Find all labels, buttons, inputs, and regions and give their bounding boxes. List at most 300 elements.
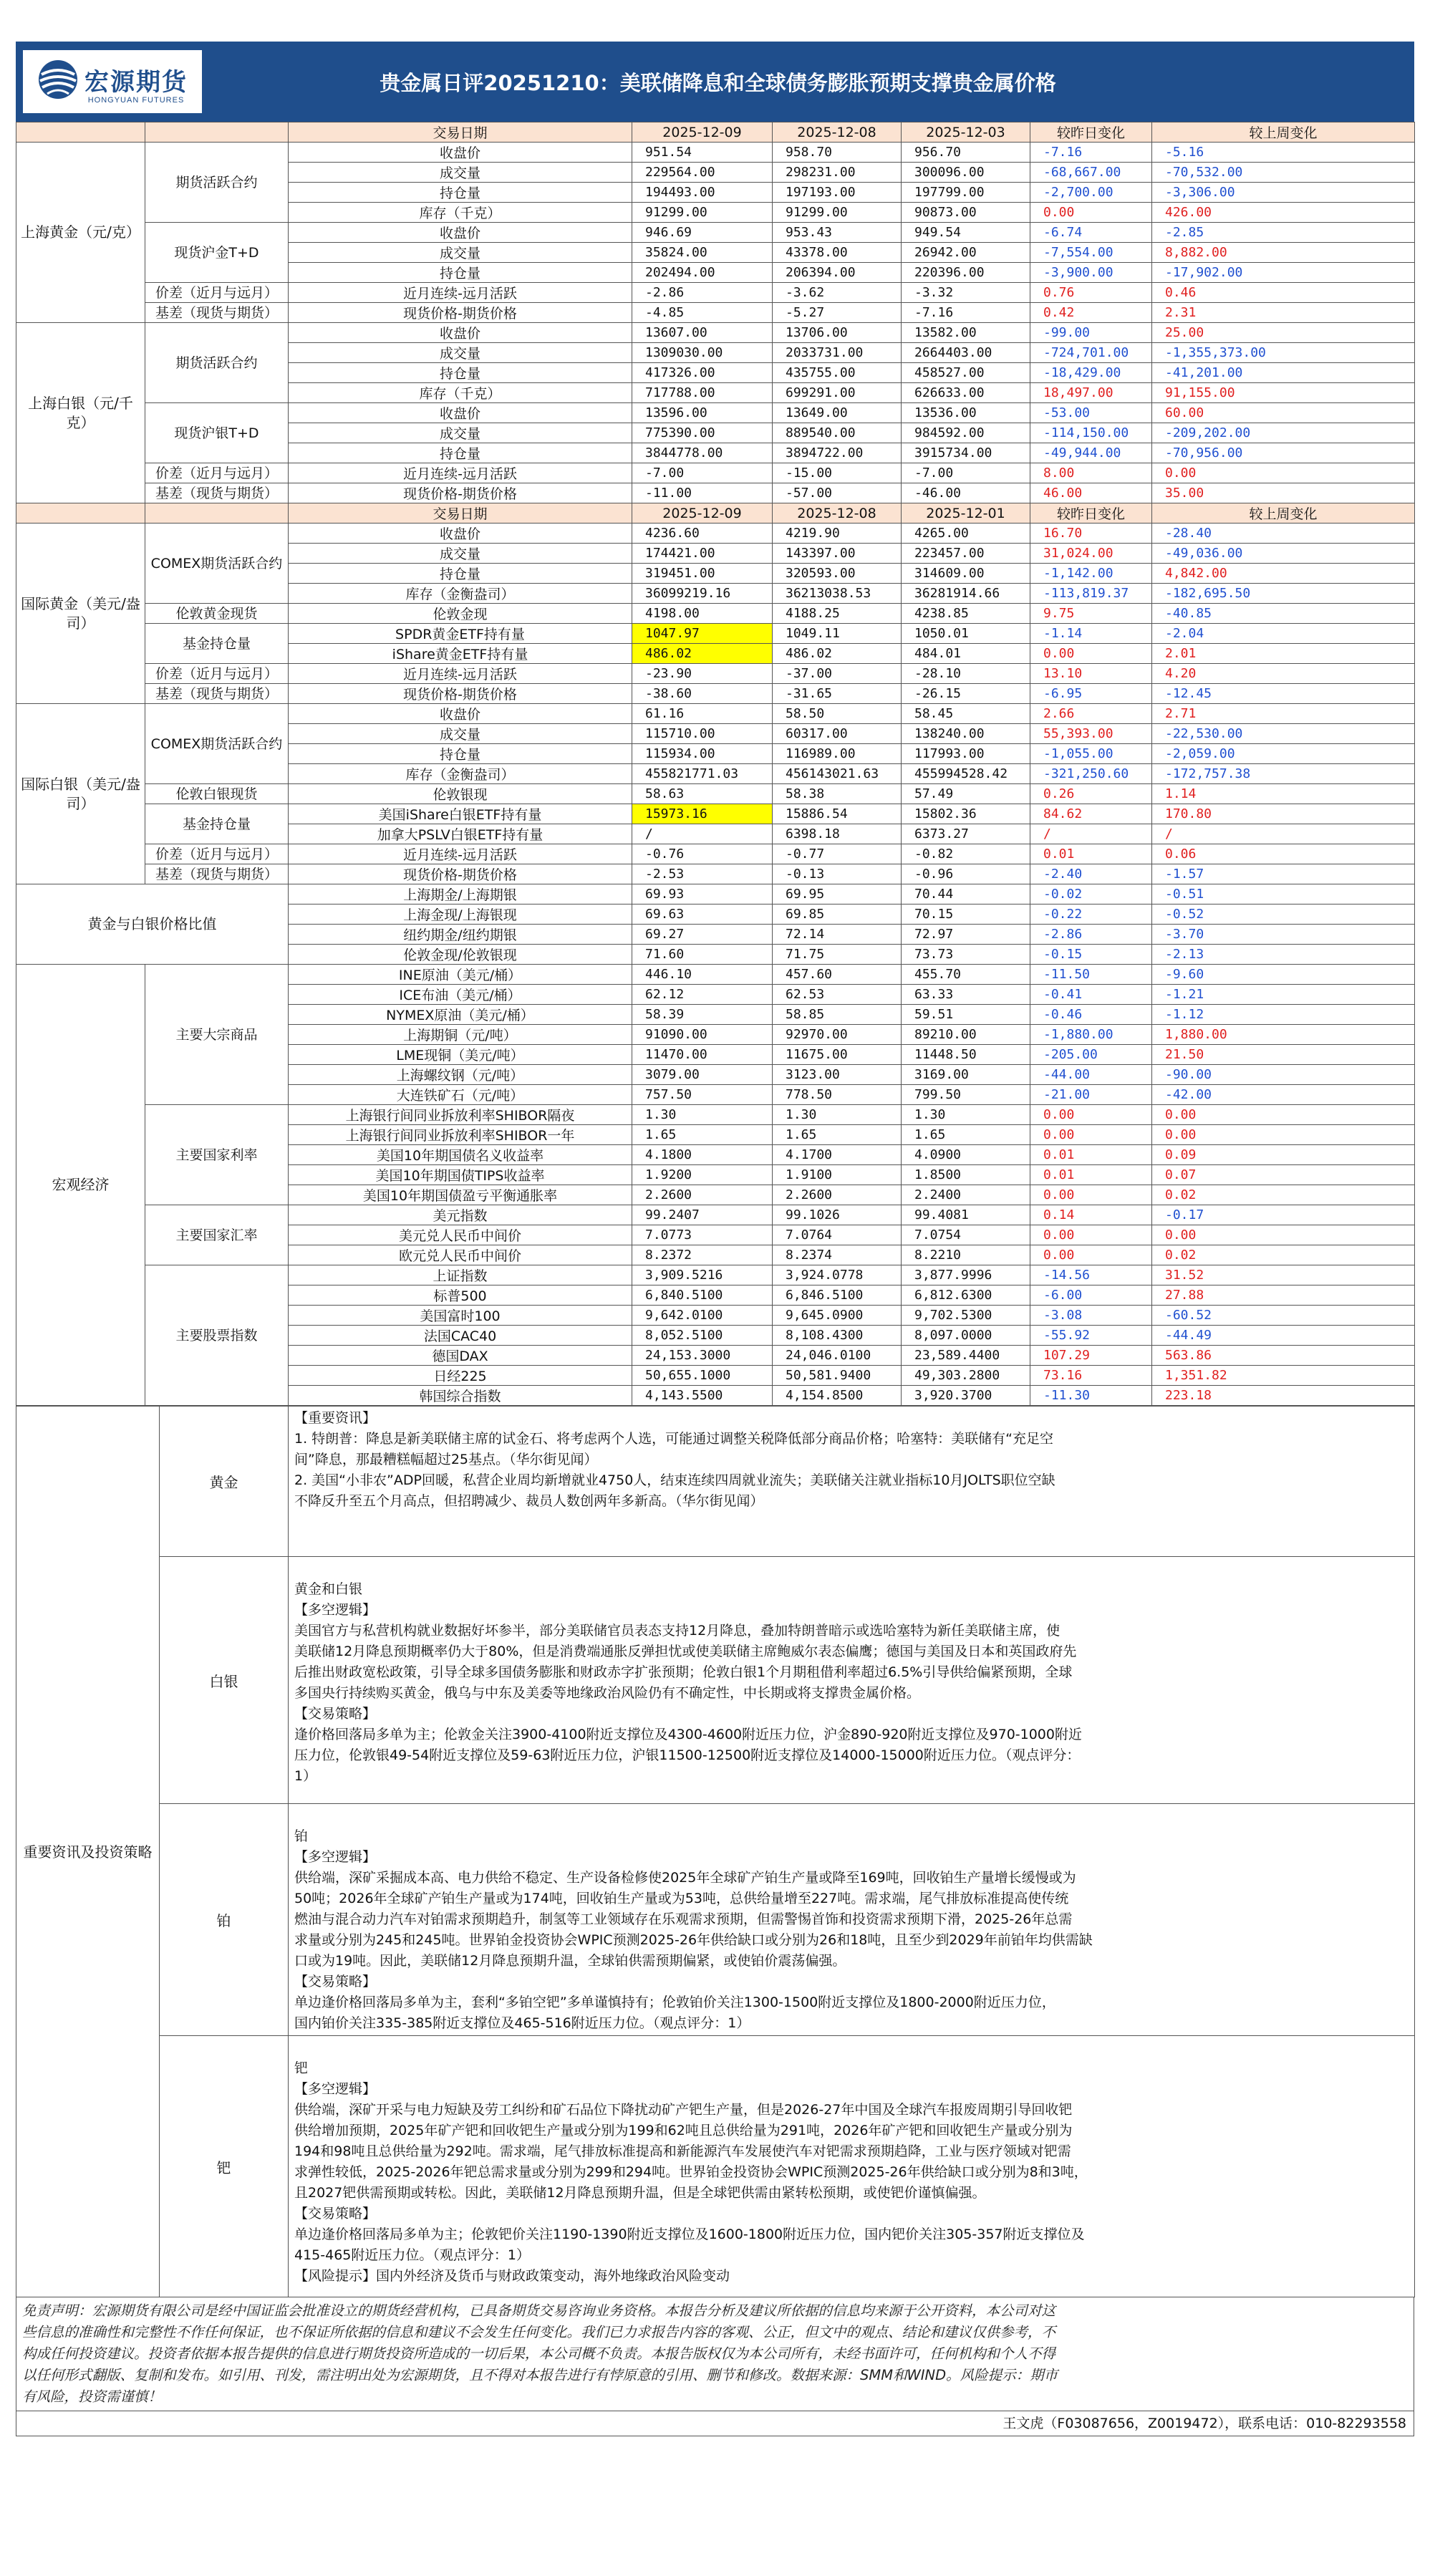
value-cell: 91090.00	[632, 1025, 773, 1045]
news-line: 求量或分别为245和245吨。世界铂金投资协会WPIC预测2025-26年供给缺口或分别为26和18吨，且至少到2029年前铂年均供需缺	[294, 1932, 1093, 1948]
change-vs-last-week: -0.17	[1152, 1205, 1415, 1225]
change-vs-last-week: -0.51	[1152, 884, 1415, 905]
indicator-name: 纽约期金/纽约期银	[289, 925, 632, 945]
value-cell: 116989.00	[773, 744, 902, 764]
value-cell: 956.70	[902, 143, 1030, 163]
value-cell: 50,581.9400	[773, 1366, 902, 1386]
change-vs-last-week: -5.16	[1152, 143, 1415, 163]
value-cell: 91299.00	[632, 203, 773, 223]
value-cell: 73.73	[902, 945, 1030, 965]
value-cell: 984592.00	[902, 423, 1030, 443]
indicator-name: 上海期铜（元/吨）	[289, 1025, 632, 1045]
news-line	[294, 1805, 1409, 1826]
table-row	[16, 463, 1415, 483]
value-cell: 2.2600	[632, 1185, 773, 1205]
value-cell: 457.60	[773, 965, 902, 985]
indicator-name: 标普500	[289, 1285, 632, 1306]
value-cell: 99.2407	[632, 1205, 773, 1225]
change-vs-last-week: -44.49	[1152, 1326, 1415, 1346]
value-cell: 6,840.5100	[632, 1285, 773, 1306]
header-cell: 较上周变化	[1152, 503, 1415, 524]
value-cell: 435755.00	[773, 363, 902, 383]
subcategory-rate: 主要国家利率	[145, 1105, 289, 1205]
value-cell: 60317.00	[773, 724, 902, 744]
value-cell: -11.00	[632, 483, 773, 503]
value-cell: 456143021.63	[773, 764, 902, 784]
value-cell: 4.1700	[773, 1145, 902, 1165]
subcategory-spot_ag: 现货沪银T+D	[145, 403, 289, 463]
change-vs-yesterday: 0.01	[1030, 844, 1152, 864]
logo-english: HONGYUAN FUTURES	[87, 96, 185, 105]
change-vs-yesterday: 46.00	[1030, 483, 1152, 503]
change-vs-last-week: -9.60	[1152, 965, 1415, 985]
report-header	[16, 42, 1414, 122]
report-title: 贵金属日评20251210：美联储降息和全球债务膨胀预期支撑贵金属价格	[380, 70, 1056, 95]
header-cell: 2025-12-01	[902, 503, 1030, 524]
indicator-name: 收盘价	[289, 403, 632, 423]
indicator-name: 库存（金衡盎司）	[289, 584, 632, 604]
value-cell: 72.97	[902, 925, 1030, 945]
value-cell: 91299.00	[773, 203, 902, 223]
value-cell: 3,920.3700	[902, 1386, 1030, 1406]
category-ratio: 黄金与白银价格比值	[16, 884, 289, 965]
value-cell: 3894722.00	[773, 443, 902, 463]
table-row	[16, 604, 1415, 624]
news-line: 逢价格回落局多单为主；伦敦金关注3900-4100附近支撑位及4300-4600附近压力位，沪金890-920附近支撑位及970-1000附近	[294, 1727, 1082, 1742]
change-vs-yesterday: -6.00	[1030, 1285, 1152, 1306]
indicator-name: 成交量	[289, 343, 632, 363]
value-cell: 143397.00	[773, 544, 902, 564]
indicator-name: 上海金现/上海银现	[289, 905, 632, 925]
change-vs-last-week: -1.57	[1152, 864, 1415, 884]
change-vs-last-week: -40.85	[1152, 604, 1415, 624]
change-vs-yesterday: -205.00	[1030, 1045, 1152, 1065]
value-cell: 57.49	[902, 784, 1030, 804]
value-cell: 1.65	[632, 1125, 773, 1145]
change-vs-last-week: 2.01	[1152, 644, 1415, 664]
value-cell: 58.45	[902, 704, 1030, 724]
change-vs-yesterday: 0.42	[1030, 303, 1152, 323]
value-cell: -26.15	[902, 684, 1030, 704]
value-cell: 4.0900	[902, 1145, 1030, 1165]
value-cell: 1309030.00	[632, 343, 773, 363]
value-cell: 3,924.0778	[773, 1265, 902, 1285]
indicator-name: 加拿大PSLV白银ETF持有量	[289, 824, 632, 844]
indicator-name: 大连铁矿石（元/吨）	[289, 1085, 632, 1105]
table-row	[16, 303, 1415, 323]
value-cell: 4236.60	[632, 524, 773, 544]
value-cell: 775390.00	[632, 423, 773, 443]
value-cell: 3915734.00	[902, 443, 1030, 463]
change-vs-yesterday: -11.50	[1030, 965, 1152, 985]
disclaimer-line: 免责声明：宏源期货有限公司是经中国证监会批准设立的期货经营机构，已具备期货交易咨询业务资格。本报告分析及建议所依据的信息均来源于公开资料，本公司对这	[22, 2302, 1056, 2319]
value-cell: 2033731.00	[773, 343, 902, 363]
news-label-pt: 铂	[160, 1804, 289, 2036]
indicator-name: 持仓量	[289, 263, 632, 283]
change-vs-last-week: -42.00	[1152, 1085, 1415, 1105]
value-cell: 61.16	[632, 704, 773, 724]
table-row	[16, 1105, 1415, 1125]
value-cell: 417326.00	[632, 363, 773, 383]
row-subcategory: 伦敦白银现货	[145, 784, 289, 804]
value-cell: 58.39	[632, 1005, 773, 1025]
value-cell: 197799.00	[902, 183, 1030, 203]
news-line: 单边逢价格回落局多单为主；伦敦钯价关注1190-1390附近支撑位及1600-1800附近压力位，国内钯价关注305-357附近支撑位及	[294, 2227, 1085, 2242]
value-cell: 4198.00	[632, 604, 773, 624]
change-vs-last-week: 60.00	[1152, 403, 1415, 423]
news-line: 供给增加预期，2025年矿产钯和回收钯生产量或分别为199和62吨且总供给量为291吨，2026年矿产钯和回收钯生产量或分别为	[294, 2123, 1073, 2138]
indicator-name: NYMEX原油（美元/桶）	[289, 1005, 632, 1025]
news-line: 【交易策略】	[294, 1974, 377, 1989]
header-cell: 2025-12-09	[632, 503, 773, 524]
change-vs-last-week: 0.02	[1152, 1245, 1415, 1265]
value-cell: 7.0754	[902, 1225, 1030, 1245]
row-subcategory: 价差（近月与远月）	[145, 463, 289, 483]
value-cell: 4.1800	[632, 1145, 773, 1165]
change-vs-yesterday: -68,667.00	[1030, 163, 1152, 183]
value-cell: 458527.00	[902, 363, 1030, 383]
value-cell: 6,846.5100	[773, 1285, 902, 1306]
change-vs-last-week: 0.00	[1152, 463, 1415, 483]
value-cell: 62.12	[632, 985, 773, 1005]
value-cell: 72.14	[773, 925, 902, 945]
value-cell: 13607.00	[632, 323, 773, 343]
news-line: 单边逢价格回落局多单为主，套利“多铂空钯”多单谨慎持有；伦敦铂价关注1300-1500附近支撑位及1800-2000附近压力位，	[294, 1994, 1055, 2010]
table-row	[16, 283, 1415, 303]
indicator-name: 成交量	[289, 243, 632, 263]
change-vs-last-week: 4,842.00	[1152, 564, 1415, 584]
news-strategy-table	[16, 1406, 1415, 2297]
value-cell: 314609.00	[902, 564, 1030, 584]
value-cell: 8.2374	[773, 1245, 902, 1265]
subcategory-etf: 基金持仓量	[145, 624, 289, 664]
category-macro: 宏观经济	[16, 965, 145, 1406]
value-cell: 26942.00	[902, 243, 1030, 263]
value-cell: 36099219.16	[632, 584, 773, 604]
table-row	[16, 704, 1415, 724]
value-cell: 24,153.3000	[632, 1346, 773, 1366]
change-vs-yesterday: -1,142.00	[1030, 564, 1152, 584]
change-vs-yesterday: -49,944.00	[1030, 443, 1152, 463]
value-cell: 58.50	[773, 704, 902, 724]
value-cell: 23,589.4400	[902, 1346, 1030, 1366]
change-vs-yesterday: -18,429.00	[1030, 363, 1152, 383]
value-cell: -23.90	[632, 664, 773, 684]
category-intl_gold: 国际黄金（美元/盎司）	[16, 524, 145, 704]
logo-name: 宏源期货	[84, 67, 188, 97]
indicator-name: 收盘价	[289, 704, 632, 724]
indicator-name: 近月连续-远月活跃	[289, 283, 632, 303]
change-vs-yesterday: -6.74	[1030, 223, 1152, 243]
change-vs-yesterday: 9.75	[1030, 604, 1152, 624]
change-vs-last-week: 27.88	[1152, 1285, 1415, 1306]
change-vs-yesterday: -1,055.00	[1030, 744, 1152, 764]
category-sh_silver: 上海白银（元/千克）	[16, 323, 145, 503]
news-pt-text	[289, 1804, 1415, 2036]
change-vs-yesterday: -21.00	[1030, 1085, 1152, 1105]
value-cell: 958.70	[773, 143, 902, 163]
value-cell: 3123.00	[773, 1065, 902, 1085]
news-line: 美国官方与私营机构就业数据好坏参半，部分美联储官员表态支持12月降息，叠加特朗普暗示或选哈塞特为新任美联储主席，使	[294, 1623, 1061, 1639]
news-line: 口或为19吨。因此，美联储12月降息预期升温，全球铂供需预期偏紧，或使铂价震荡偏强。	[294, 1953, 846, 1969]
change-vs-yesterday: -14.56	[1030, 1265, 1152, 1285]
disclaimer-line: 些信息的准确性和完整性不作任何保证，也不保证所依据的信息和建议不会发生任何变化。我们已力求报告内容的客观、公正，但文中的观点、结论和建议仅供参考，不	[22, 2324, 1056, 2340]
indicator-name: 伦敦银现	[289, 784, 632, 804]
change-vs-yesterday: 0.00	[1030, 1105, 1152, 1125]
company-logo	[23, 50, 202, 113]
header-cell: 较昨日变化	[1030, 122, 1152, 143]
change-vs-yesterday: -2.40	[1030, 864, 1152, 884]
row-subcategory: 基差（现货与期货）	[145, 684, 289, 704]
value-cell: 13536.00	[902, 403, 1030, 423]
value-cell: -3.32	[902, 283, 1030, 303]
value-cell: 1.9100	[773, 1165, 902, 1185]
value-cell: /	[632, 824, 773, 844]
value-cell: 70.44	[902, 884, 1030, 905]
change-vs-yesterday: -3,900.00	[1030, 263, 1152, 283]
subcategory-comex: COMEX期货活跃合约	[145, 704, 289, 784]
value-cell: -3.62	[773, 283, 902, 303]
market-data-table	[16, 122, 1415, 1406]
subcategory-fx: 主要国家汇率	[145, 1205, 289, 1265]
value-cell: 117993.00	[902, 744, 1030, 764]
value-cell: 949.54	[902, 223, 1030, 243]
value-cell: 778.50	[773, 1085, 902, 1105]
value-cell: 455994528.42	[902, 764, 1030, 784]
table-row	[16, 143, 1415, 163]
news-line: 间”降息，那最糟糕幅超过25基点。（华尔街见闻）	[294, 1452, 598, 1467]
news-line: 后推出财政宽松政策，引导全球多国债务膨胀和财政赤字扩张预期；伦敦白银1个月期租借利率超过6.5%引导供给偏紧预期，全球	[294, 1664, 1073, 1680]
subcategory-stock: 主要股票指数	[145, 1265, 289, 1406]
value-cell: 4219.90	[773, 524, 902, 544]
value-cell: -37.00	[773, 664, 902, 684]
indicator-name: 美元兑人民币中间价	[289, 1225, 632, 1245]
news-line: 不降反升至五个月高点，但招聘减少、裁员人数创两年多新高。（华尔街见闻）	[294, 1493, 764, 1509]
value-cell: 69.95	[773, 884, 902, 905]
news-line: 压力位，伦敦银49-54附近支撑位及59-63附近压力位，沪银11500-12500附近支撑位及14000-15000附近压力位。（观点评分：	[294, 1747, 1081, 1763]
table-row	[16, 804, 1415, 824]
change-vs-yesterday: -7,554.00	[1030, 243, 1152, 263]
change-vs-last-week: -2.13	[1152, 945, 1415, 965]
value-cell: 4238.85	[902, 604, 1030, 624]
row-subcategory: 价差（近月与远月）	[145, 664, 289, 684]
indicator-name: 美国10年期国债TIPS收益率	[289, 1165, 632, 1185]
change-vs-yesterday: 0.76	[1030, 283, 1152, 303]
table-row	[16, 884, 1415, 905]
indicator-name: 现货价格-期货价格	[289, 483, 632, 503]
indicator-name: 美国iShare白银ETF持有量	[289, 804, 632, 824]
value-cell: 455821771.03	[632, 764, 773, 784]
change-vs-last-week: 91,155.00	[1152, 383, 1415, 403]
indicator-name: 近月连续-远月活跃	[289, 463, 632, 483]
indicator-name: 成交量	[289, 423, 632, 443]
indicator-name: 库存（千克）	[289, 203, 632, 223]
indicator-name: 库存（千克）	[289, 383, 632, 403]
value-cell: 63.33	[902, 985, 1030, 1005]
indicator-name: 持仓量	[289, 363, 632, 383]
value-cell: 1.30	[773, 1105, 902, 1125]
change-vs-last-week: -22,530.00	[1152, 724, 1415, 744]
value-cell: -31.65	[773, 684, 902, 704]
value-cell: -57.00	[773, 483, 902, 503]
news-line: 【交易策略】	[294, 2206, 377, 2222]
value-cell: 8,108.4300	[773, 1326, 902, 1346]
change-vs-yesterday: -2,700.00	[1030, 183, 1152, 203]
value-cell: -0.82	[902, 844, 1030, 864]
subcategory-spot_au: 现货沪金T+D	[145, 223, 289, 283]
change-vs-yesterday: -6.95	[1030, 684, 1152, 704]
value-cell: 7.0773	[632, 1225, 773, 1245]
indicator-name: ICE布油（美元/桶）	[289, 985, 632, 1005]
table-row	[16, 1205, 1415, 1225]
news-line: 50吨；2026年全球矿产铂生产量或为174吨，回收铂生产量或为53吨，总供给量增至227吨。需求端，尾气排放标准提高使传统	[294, 1891, 1069, 1906]
value-cell: 799.50	[902, 1085, 1030, 1105]
indicator-name: 成交量	[289, 724, 632, 744]
category-news: 重要资讯及投资策略	[16, 1407, 160, 2297]
subcategory-fut_active: 期货活跃合约	[145, 143, 289, 223]
header-cell: 2025-12-03	[902, 122, 1030, 143]
change-vs-yesterday: -3.08	[1030, 1306, 1152, 1326]
news-line: 【多空逻辑】	[294, 2081, 377, 2097]
value-cell: -38.60	[632, 684, 773, 704]
change-vs-yesterday: 0.00	[1030, 203, 1152, 223]
value-cell: 717788.00	[632, 383, 773, 403]
table-row	[16, 624, 1415, 644]
value-cell: -7.00	[632, 463, 773, 483]
value-cell: 92970.00	[773, 1025, 902, 1045]
change-vs-last-week: -90.00	[1152, 1065, 1415, 1085]
change-vs-last-week: 0.07	[1152, 1165, 1415, 1185]
indicator-name: 上证指数	[289, 1265, 632, 1285]
indicator-name: 库存（金衡盎司）	[289, 764, 632, 784]
change-vs-yesterday: -724,701.00	[1030, 343, 1152, 363]
value-cell: 35824.00	[632, 243, 773, 263]
header-cell: 2025-12-08	[773, 122, 902, 143]
report-page	[16, 42, 1414, 2564]
change-vs-last-week: 0.06	[1152, 844, 1415, 864]
change-vs-last-week: 563.86	[1152, 1346, 1415, 1366]
value-cell: -5.27	[773, 303, 902, 323]
indicator-name: 现货价格-期货价格	[289, 684, 632, 704]
change-vs-last-week: 0.02	[1152, 1185, 1415, 1205]
change-vs-yesterday: -7.16	[1030, 143, 1152, 163]
value-cell: 50,655.1000	[632, 1366, 773, 1386]
change-vs-last-week: -49,036.00	[1152, 544, 1415, 564]
change-vs-last-week: -1.21	[1152, 985, 1415, 1005]
news-label-gold: 黄金	[160, 1407, 289, 1557]
table-row	[16, 844, 1415, 864]
news-line: 194和98吨且总供给量为292吨。需求端，尾气排放标准提高和新能源汽车发展使汽车对钯需求预期趋降，工业与医疗领域对钯需	[294, 2143, 1071, 2159]
indicator-name: 美国10年期国债名义收益率	[289, 1145, 632, 1165]
change-vs-last-week: -2,059.00	[1152, 744, 1415, 764]
change-vs-yesterday: -114,150.00	[1030, 423, 1152, 443]
value-cell: -28.10	[902, 664, 1030, 684]
value-cell: 194493.00	[632, 183, 773, 203]
news-line: 多国央行持续购买黄金，俄乌与中东及美委等地缘政治风险仍有不确定性，中长期或将支撑贵金属价格。	[294, 1685, 921, 1701]
indicator-name: 伦敦金现	[289, 604, 632, 624]
value-cell: 8.2372	[632, 1245, 773, 1265]
value-cell: 3,909.5216	[632, 1265, 773, 1285]
value-cell: -15.00	[773, 463, 902, 483]
value-cell: 2.2400	[902, 1185, 1030, 1205]
value-cell: -46.00	[902, 483, 1030, 503]
value-cell: -7.00	[902, 463, 1030, 483]
value-cell: 2664403.00	[902, 343, 1030, 363]
table-row	[16, 524, 1415, 544]
indicator-name: 美国富时100	[289, 1306, 632, 1326]
change-vs-last-week: 0.00	[1152, 1105, 1415, 1125]
value-cell: 11675.00	[773, 1045, 902, 1065]
news-line	[294, 2037, 1409, 2058]
indicator-name: 上海螺纹钢（元/吨）	[289, 1065, 632, 1085]
value-cell: 486.02	[773, 644, 902, 664]
change-vs-last-week: -41,201.00	[1152, 363, 1415, 383]
change-vs-yesterday: -55.92	[1030, 1326, 1152, 1346]
news-line: 【重要资讯】	[294, 1410, 377, 1426]
value-cell: -0.77	[773, 844, 902, 864]
value-cell: 455.70	[902, 965, 1030, 985]
change-vs-last-week: 35.00	[1152, 483, 1415, 503]
indicator-name: INE原油（美元/桶）	[289, 965, 632, 985]
change-vs-last-week: 2.71	[1152, 704, 1415, 724]
indicator-name: 上海银行间同业拆放利率SHIBOR隔夜	[289, 1105, 632, 1125]
value-cell: 62.53	[773, 985, 902, 1005]
indicator-name: 日经225	[289, 1366, 632, 1386]
value-cell: 8,052.5100	[632, 1326, 773, 1346]
value-cell: 15886.54	[773, 804, 902, 824]
value-cell: 8,097.0000	[902, 1326, 1030, 1346]
news-line: 供给端，深矿开采与电力短缺及劳工纠纷和矿石品位下降扰动矿产钯生产量，但是2026-27年中国及全球汽车报废周期引导回收钯	[294, 2102, 1073, 2118]
change-vs-yesterday: -53.00	[1030, 403, 1152, 423]
category-intl_silver: 国际白银（美元/盎司）	[16, 704, 145, 884]
indicator-name: 持仓量	[289, 564, 632, 584]
indicator-name: 近月连续-远月活跃	[289, 664, 632, 684]
change-vs-yesterday: 13.10	[1030, 664, 1152, 684]
indicator-name: SPDR黄金ETF持有量	[289, 624, 632, 644]
value-cell: 58.63	[632, 784, 773, 804]
change-vs-yesterday: -1,880.00	[1030, 1025, 1152, 1045]
header-blank	[145, 503, 289, 524]
indicator-name: 持仓量	[289, 183, 632, 203]
value-cell: 11470.00	[632, 1045, 773, 1065]
value-cell: 206394.00	[773, 263, 902, 283]
value-cell: 202494.00	[632, 263, 773, 283]
value-cell: 36213038.53	[773, 584, 902, 604]
value-cell: 320593.00	[773, 564, 902, 584]
value-cell: 4188.25	[773, 604, 902, 624]
value-cell: 71.75	[773, 945, 902, 965]
value-cell: 89210.00	[902, 1025, 1030, 1045]
value-cell: 174421.00	[632, 544, 773, 564]
value-cell: 70.15	[902, 905, 1030, 925]
change-vs-yesterday: 18,497.00	[1030, 383, 1152, 403]
header-cell: 2025-12-09	[632, 122, 773, 143]
value-cell: 59.51	[902, 1005, 1030, 1025]
indicator-name: 美元指数	[289, 1205, 632, 1225]
header-cell: 较昨日变化	[1030, 503, 1152, 524]
news-line: 【交易策略】	[294, 1706, 377, 1722]
table-header-row	[16, 122, 1415, 143]
change-vs-yesterday: 16.70	[1030, 524, 1152, 544]
value-cell: 9,642.0100	[632, 1306, 773, 1326]
value-cell: 69.63	[632, 905, 773, 925]
disclaimer-line: 有风险，投资需谨慎！	[22, 2388, 163, 2405]
indicator-name: 伦敦金现/伦敦银现	[289, 945, 632, 965]
row-subcategory: 基差（现货与期货）	[145, 483, 289, 503]
news-line: 铂	[294, 1828, 309, 1844]
change-vs-last-week: -0.52	[1152, 905, 1415, 925]
change-vs-last-week: -209,202.00	[1152, 423, 1415, 443]
